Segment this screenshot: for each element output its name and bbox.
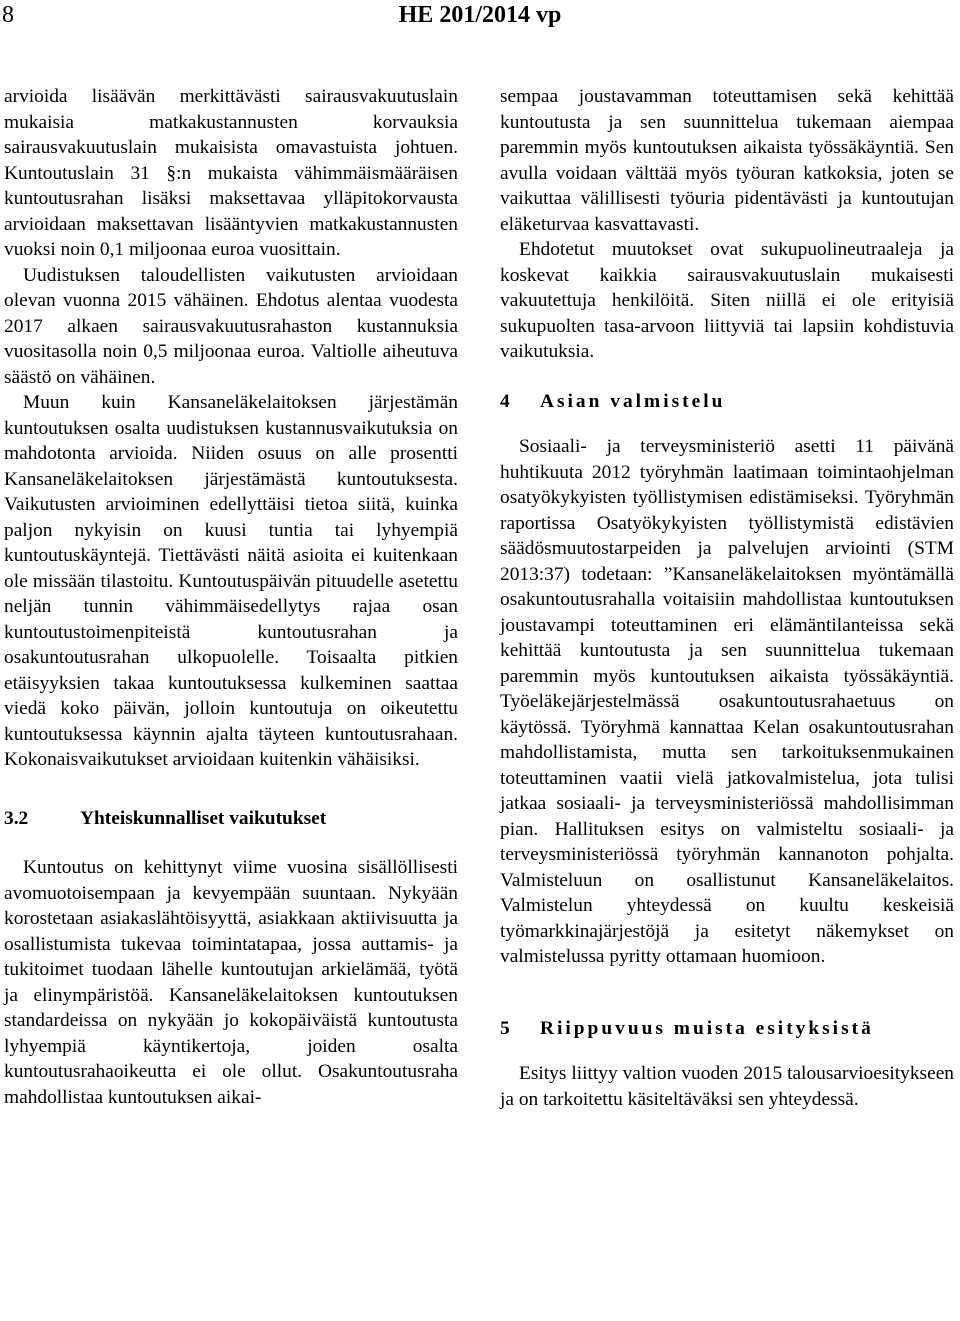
paragraph: Kuntoutus on kehittynyt viime vuosina sisällöllisesti avomuotoisempaan ja kevyempään suuntaan. Nykyään korostetaan asiakaslähtöisyyttä, asiakkaan aktiivisuutta ja osallistumista tukevaa toimintatapaa, jossa auttamis- ja tukitoimet tuodaan lähelle kuntoutujan arkielämää, työtä ja elinympäristöä. Kansaneläkelaitoksen kuntoutuksen standardeissa on nykyään jo kokopäiväistä kuntoutusta lyhyempiä käyntikertoja, joiden osalta kuntoutusrahaoikeutta ei ole ollut. Osakuntoutusraha mahdollistaa kuntoutuksen aikai- <box>4 857 458 1108</box>
paragraph: Uudistuksen taloudellisten vaikutusten arvioidaan olevan vuonna 2015 vähäinen. Ehdotus alentaa vuodesta 2017 alkaen sairausvakuutusrahaston kustannuksia vuositasolla noin 0,5 miljoonaa euroa. Valtiolle aiheutuva säästö on vähäinen. <box>4 264 458 388</box>
paragraph: Muun kuin Kansaneläkelaitoksen järjestämän kuntoutuksen osalta uudistuksen kustannusvaikutuksia on mahdotonta arvioida. Niiden osuus on alle prosentti Kansaneläkelaitoksen järjestämästä kuntoutuksesta. Vaikutusten arvioiminen edellyttäisi tietoa siitä, kuinka paljon nykyisin on kuusi tuntia tai lyhyempiä kuntoutuskäyntejä. Tiettävästi näitä asioita ei kuitenkaan ole missään tilastoitu. Kuntoutuspäivän pituudelle asetettu neljän tunnin vähimmäisedellytys rajaa osan kuntoutustoimenpiteistä kuntoutusrahan ja osakuntoutusrahan ulkopuolelle. Toisaalta pitkien etäisyyksien takaa kuntoutuksessa kulkeminen saattaa viedä koko päivän, jolloin kuntoutuja on oikeutettu kuntoutuksessa käynnin ajalta täyteen kuntoutusrahaan. Kokonaisvaikutukset arvioidaan kuitenkin vähäisiksi. <box>4 392 458 770</box>
page-header <box>0 0 960 34</box>
section-heading <box>500 1016 954 1042</box>
section-number: 5 <box>500 1017 510 1039</box>
page-number: 8 <box>2 2 14 28</box>
section-heading <box>500 389 954 415</box>
document-id: HE 201/2014 vp <box>398 2 562 28</box>
paragraph: arvioida lisäävän merkittävästi sairausvakuutuslain mukaisia matkakustannusten korvauksia sairausvakuutuslain mukaisista omavastuista johtuen. Kuntoutuslain 31 §:n mukaista vähimmäismääräisen kuntoutusrahan lisäksi maksettavaa ylläpitokorvausta arvioidaan maksettavan lisääntyvien matkakustannusten vuoksi noin 0,1 miljoonaa euroa vuosittain. <box>4 86 458 260</box>
right-column <box>500 84 954 1112</box>
left-column <box>4 84 458 1110</box>
section-heading <box>4 806 458 832</box>
section-number: 3.2 <box>4 807 29 829</box>
paragraph: Esitys liittyy valtion vuoden 2015 talousarvioesitykseen ja on tarkoitettu käsiteltäväksi sen yhteydessä. <box>500 1063 954 1110</box>
paragraph: sempaa joustavamman toteuttamisen sekä kehittää kuntoutusta ja sen suunnittelua tukemaan aiempaa paremmin myös kuntoutuksen aikaista työssäkäyntiä. Sen avulla voidaan välttää myös työuran katkoksia, joten se vaikuttaa välillisesti työuria pidentävästi ja kuntoutujan eläketurvaa kasvattavasti. <box>500 86 954 235</box>
paragraph: Sosiaali- ja terveysministeriö asetti 11 päivänä huhtikuuta 2012 työryhmän laatimaan toimintaohjelman osatyökykyisten työllistymisen edistämiseksi. Työryhmän raportissa Osatyökykyisten työllistymistä edistävien säädösmuutostarpeiden ja palvelujen arviointi (STM 2013:37) todetaan: ”Kansaneläkelaitoksen myöntämällä osakuntoutusrahalla voitaisiin mahdollistaa kuntoutuksen joustavampi toteuttaminen eri elämäntilanteissa sekä kehittää kuntoutusta ja sen suunnittelua tukemaan paremmin myös kuntoutuksen aikaista työssäkäyntiä. Työeläkejärjestelmässä osakuntoutusrahaetuus on käytössä. Työryhmä kannattaa Kelan osakuntoutusrahan mahdollistamista, mutta sen tarkoituksenmukainen toteuttaminen vaatii vielä jatkovalmistelua, jota tulisi jatkaa sosiaali- ja terveysministeriössä mahdollisimman pian. Hallituksen esitys on valmisteltu sosiaali- ja terveysministeriössä työryhmän kannanoton pohjalta. Valmisteluun on osallistunut Kansaneläkelaitos. Valmistelun yhteydessä on kuultu keskeisiä työmarkkinajärjestöjä ja esitetyt näkemykset on valmistelussa pyritty ottamaan huomioon. <box>500 436 954 967</box>
section-title: Riippuvuus muista esityksistä <box>540 1017 874 1039</box>
section-title: Yhteiskunnalliset vaikutukset <box>80 807 327 829</box>
section-number: 4 <box>500 390 510 412</box>
paragraph: Ehdotetut muutokset ovat sukupuolineutraaleja ja koskevat kaikkia sairausvakuutuslain mukaisesti vakuutettuja henkilöitä. Siten niillä ei ole erityisiä sukupuolten tasa-arvoon liittyviä tai lapsiin kohdistuvia vaikutuksia. <box>500 239 954 362</box>
section-title: Asian valmistelu <box>540 390 726 412</box>
